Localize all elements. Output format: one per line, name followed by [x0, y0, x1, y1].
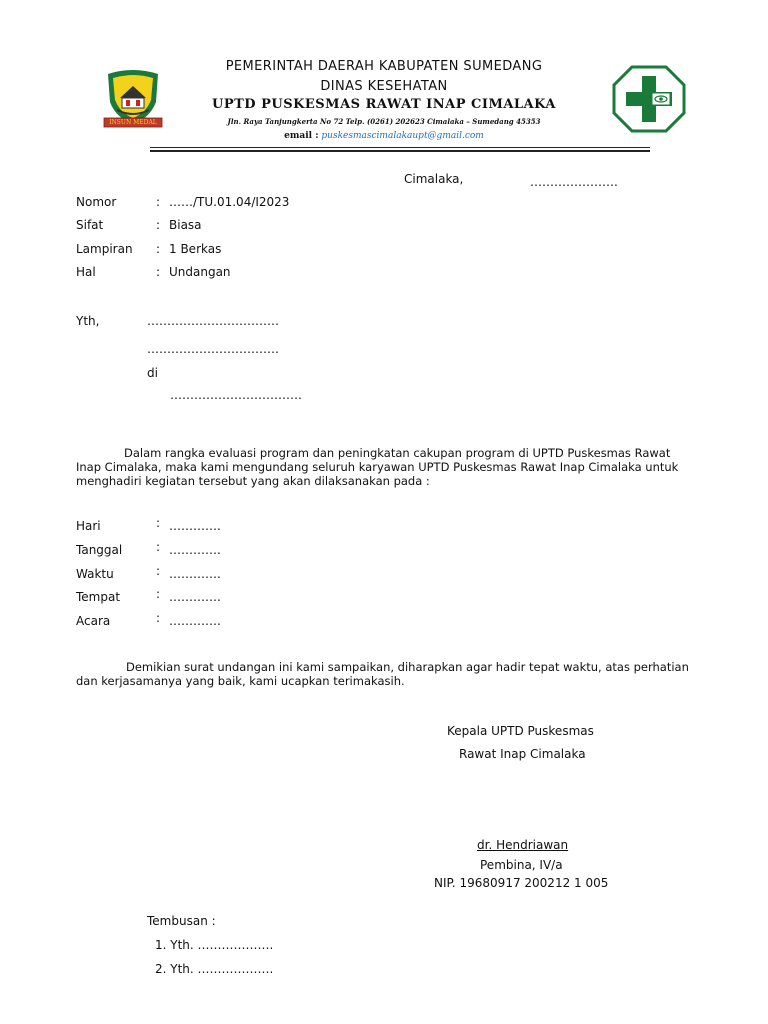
signature-nip: NIP. 19680917 200212 1 005	[434, 876, 609, 890]
body-paragraph-1: Dalam rangka evaluasi program dan peningkatan cakupan program di UPTD Puskesmas Rawat Inap Cimalaka, maka kami mengundang seluruh karyawan UPTD Puskesmas Rawat Inap Cimalaka untuk menghadiri kegiatan tersebut yang akan dilaksanakan pada :	[76, 446, 679, 488]
signature-title-2: Rawat Inap Cimalaka	[459, 747, 586, 761]
recipient-line1: ……………………………	[147, 314, 279, 328]
event-acara-value: ………….	[169, 614, 221, 628]
meta-hal-label: Hal	[76, 265, 96, 279]
meta-sifat-label: Sifat	[76, 218, 104, 232]
signature-rank: Pembina, IV/a	[480, 858, 563, 872]
event-tempat-value: ………….	[169, 590, 221, 604]
meta-nomor-value: ……/TU.01.04/I2023	[169, 195, 290, 209]
event-hari-label: Hari	[76, 519, 101, 533]
meta-hal-colon: :	[156, 265, 161, 279]
place-city: Cimalaka,	[404, 172, 464, 186]
recipient-line2: ……………………………	[147, 342, 279, 356]
recipient-line3: ……………………………	[170, 388, 302, 402]
cc-item-1: 1. Yth. ……………….	[155, 938, 274, 952]
header-divider-thick	[150, 150, 650, 152]
event-waktu-colon: :	[156, 564, 161, 578]
cc-label: Tembusan :	[147, 914, 216, 928]
cc-item-2: 2. Yth. ……………….	[155, 962, 274, 976]
event-tempat-colon: :	[156, 587, 161, 601]
meta-lampiran-value: 1 Berkas	[169, 242, 222, 256]
header-address: Jln. Raya Tanjungkerta No 72 Telp. (0261) 202623 Cimalaka – Sumedang 45353	[227, 117, 541, 126]
header-department: DINAS KESEHATAN	[320, 79, 448, 94]
meta-nomor-label: Nomor	[76, 195, 117, 209]
logo-banner-text: INSUN MEDAL	[109, 119, 157, 126]
recipient-di: di	[147, 366, 158, 380]
meta-nomor-colon: :	[156, 195, 161, 209]
header-divider-thin	[150, 147, 650, 148]
event-hari-colon: :	[156, 516, 161, 530]
event-tanggal-label: Tanggal	[76, 543, 123, 557]
event-acara-label: Acara	[76, 614, 111, 628]
event-waktu-label: Waktu	[76, 567, 114, 581]
place-date: ………………….	[530, 175, 618, 189]
header-institution: UPTD PUSKESMAS RAWAT INAP CIMALAKA	[212, 97, 556, 112]
meta-sifat-value: Biasa	[169, 218, 202, 232]
email-link[interactable]: puskesmascimalakaupt@gmail.com	[321, 131, 484, 141]
header-government: PEMERINTAH DAERAH KABUPATEN SUMEDANG	[225, 59, 543, 74]
event-tempat-label: Tempat	[76, 590, 121, 604]
signature-name: dr. Hendriawan	[477, 838, 569, 852]
email-label: email :	[284, 131, 319, 141]
header-email	[0, 131, 768, 141]
event-tanggal-colon: :	[156, 540, 161, 554]
event-waktu-value: ………….	[169, 567, 221, 581]
body-paragraph-2: Demikian surat undangan ini kami sampaikan, diharapkan agar hadir tepat waktu, atas perhatian dan kerjasamanya yang baik, kami ucapkan terimakasih.	[76, 660, 689, 688]
meta-lampiran-colon: :	[156, 242, 161, 256]
recipient-yth: Yth,	[76, 314, 100, 328]
event-tanggal-value: ………….	[169, 543, 221, 557]
signature-title-1: Kepala UPTD Puskesmas	[447, 724, 594, 738]
meta-sifat-colon: :	[156, 218, 161, 232]
event-hari-value: ………….	[169, 519, 221, 533]
meta-lampiran-label: Lampiran	[76, 242, 133, 256]
event-acara-colon: :	[156, 611, 161, 625]
meta-hal-value: Undangan	[169, 265, 231, 279]
